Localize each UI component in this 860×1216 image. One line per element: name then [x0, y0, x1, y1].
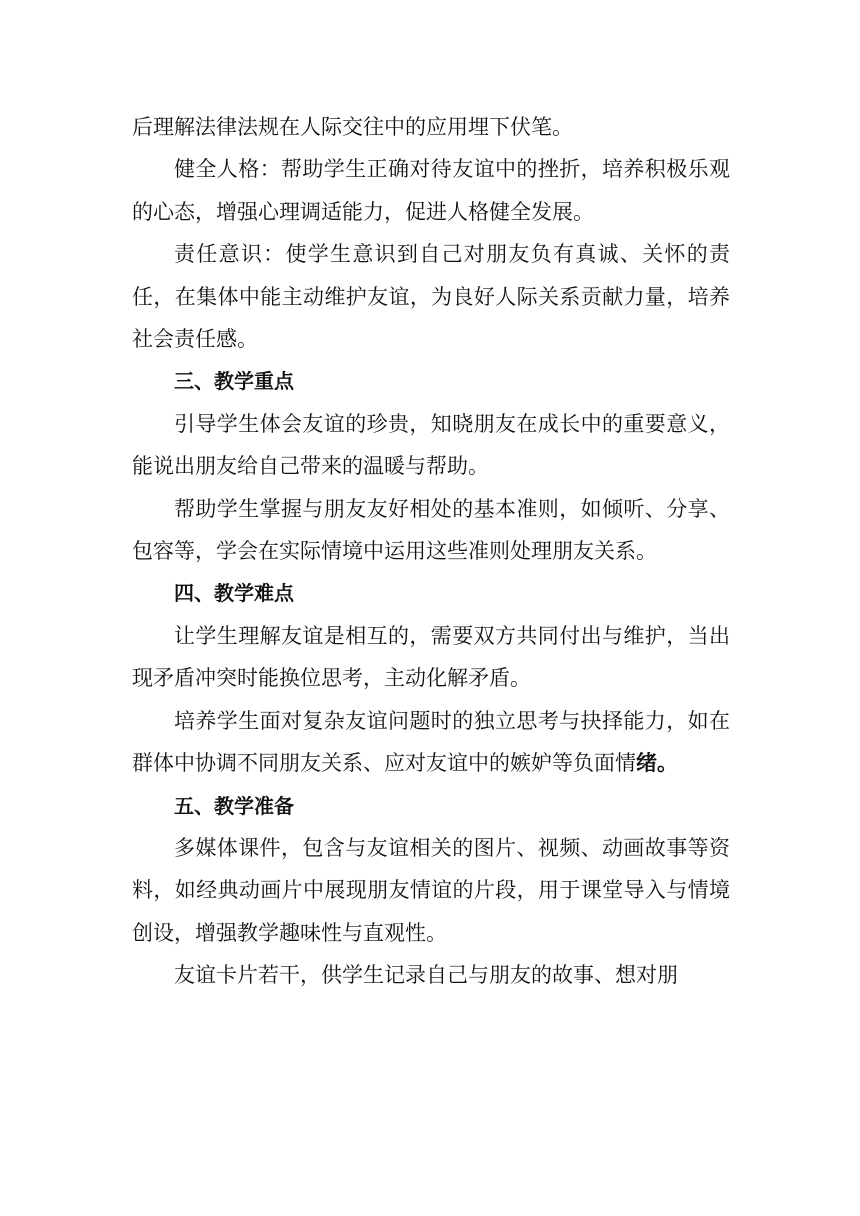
section-heading-teaching-focus: 三、教学重点 [174, 369, 294, 394]
section-heading-teaching-preparation: 五、教学准备 [174, 793, 294, 818]
paragraph-focus-2: 帮助学生掌握与朋友友好相处的基本准则，如倾听、分享、包容等，学会在实际情境中运用这些准则处理朋友关系。 [132, 496, 730, 564]
paragraph-difficulty-2-main: 培养学生面对复杂友谊问题时的独立思考与抉择能力，如在群体中协调不同朋友关系、应对友谊中的嫉妒等负面情 [132, 708, 730, 776]
paragraph-responsibility: 责任意识：使学生意识到自己对朋友负有真诚、关怀的责任，在集体中能主动维护友谊，为良好人际关系贡献力量，培养社会责任感。 [132, 242, 730, 352]
document-body [132, 106, 730, 997]
paragraph-preparation-1: 多媒体课件，包含与友谊相关的图片、视频、动画故事等资料，如经典动画片中展现朋友情谊的片段，用于课堂导入与情境创设，增强教学趣味性与直观性。 [132, 835, 730, 945]
paragraph-difficulty-1: 让学生理解友谊是相互的，需要双方共同付出与维护，当出现矛盾冲突时能换位思考，主动化解矛盾。 [132, 623, 730, 691]
paragraph-healthy-personality: 健全人格：帮助学生正确对待友谊中的挫折，培养积极乐观的心态，增强心理调适能力，促进人格健全发展。 [132, 157, 730, 224]
paragraph-focus-1: 引导学生体会友谊的珍贵，知晓朋友在成长中的重要意义，能说出朋友给自己带来的温暖与帮助。 [132, 411, 730, 479]
section-heading-teaching-difficulty: 四、教学难点 [174, 581, 294, 606]
paragraph-difficulty-2-tail: 绪。 [636, 751, 678, 776]
paragraph-law-continuation: 后理解法律法规在人际交往中的应用埋下伏笔。 [132, 115, 573, 139]
paragraph-preparation-2: 友谊卡片若干，供学生记录自己与朋友的故事、想对朋 [174, 963, 678, 988]
paragraph-difficulty-2 [132, 700, 730, 785]
